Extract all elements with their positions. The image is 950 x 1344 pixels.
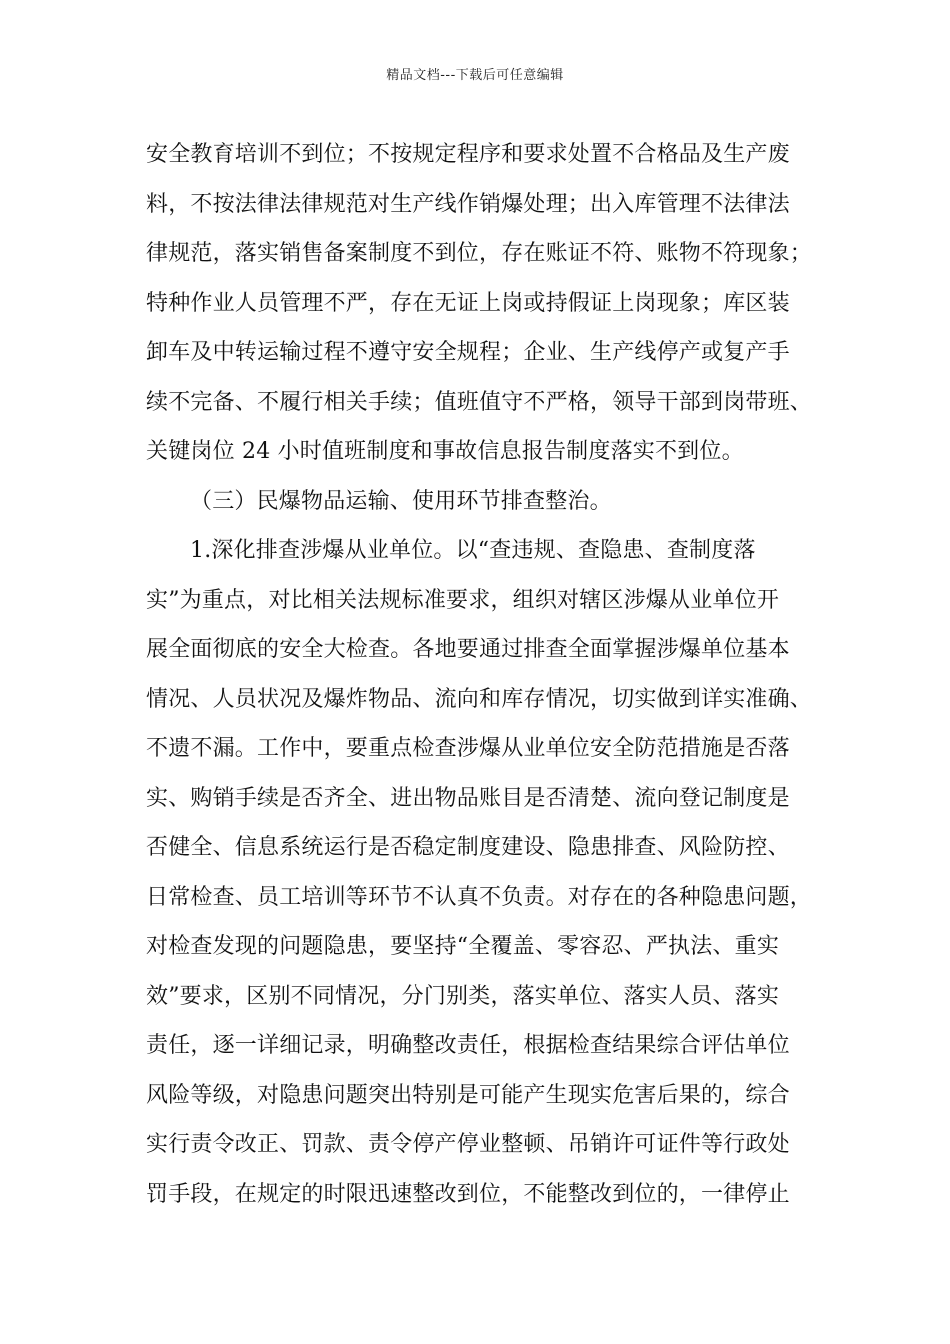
paragraph-line: 实”为重点，对比相关法规标准要求，组织对辖区涉爆从业单位开 — [146, 587, 780, 613]
paragraph-line: 律规范，落实销售备案制度不到位，存在账证不符、账物不符现象； — [146, 241, 813, 266]
paragraph-line: 罚手段，在规定的时限迅速整改到位，不能整改到位的，一律停止 — [146, 1181, 790, 1207]
paragraph-line: 安全教育培训不到位；不按规定程序和要求处置不合格品及生产废 — [146, 142, 790, 167]
section-heading: （三）民爆物品运输、使用环节排查整治。 — [190, 488, 612, 514]
paragraph-line: 否健全、信息系统运行是否稳定制度建设、隐患排查、风险防控、 — [146, 835, 790, 860]
paragraph-line: 特种作业人员管理不严，存在无证上岗或持假证上岗现象；库区装 — [146, 290, 790, 316]
body-text — [146, 130, 826, 1219]
paragraph-line: 续不完备、不履行相关手续；值班值守不严格，领导干部到岗带班、 — [146, 389, 813, 415]
paragraph-line: 对检查发现的问题隐患，要坚持“全覆盖、零容忍、严执法、重实 — [146, 934, 780, 959]
paragraph-line: 实、购销手续是否齐全、进出物品账目是否清楚、流向登记制度是 — [146, 785, 790, 811]
paragraph-line: 关键岗位 24 小时值班制度和事故信息报告制度落实不到位。 — [146, 439, 744, 464]
paragraph-line: 卸车及中转运输过程不遵守安全规程；企业、生产线停产或复产手 — [146, 340, 790, 365]
paragraph-line: 料，不按法律法律规范对生产线作销爆处理；出入库管理不法律法 — [146, 191, 790, 217]
paragraph-line: 情况、人员状况及爆炸物品、流向和库存情况，切实做到详实准确、 — [146, 686, 813, 712]
paragraph-line: 不遗不漏。工作中，要重点检查涉爆从业单位安全防范措施是否落 — [146, 736, 790, 761]
paragraph-line: 实行责令改正、罚款、责令停产停业整顿、吊销许可证件等行政处 — [146, 1132, 790, 1157]
paragraph-line: 1.深化排查涉爆从业单位。以“查违规、查隐患、查制度落 — [190, 538, 756, 563]
paragraph-line: 日常检查、员工培训等环节不认真不负责。对存在的各种隐患问题， — [146, 884, 813, 910]
page-header: 精品文档---下载后可任意编辑 — [386, 68, 564, 83]
paragraph-line: 责任，逐一详细记录，明确整改责任，根据检查结果综合评估单位 — [146, 1033, 790, 1058]
paragraph-line: 展全面彻底的安全大检查。各地要通过排查全面掌握涉爆单位基本 — [146, 637, 790, 662]
paragraph-line: 效”要求，区别不同情况，分门别类，落实单位、落实人员、落实 — [146, 983, 780, 1009]
paragraph-line: 风险等级，对隐患问题突出特别是可能产生现实危害后果的，综合 — [146, 1082, 790, 1108]
